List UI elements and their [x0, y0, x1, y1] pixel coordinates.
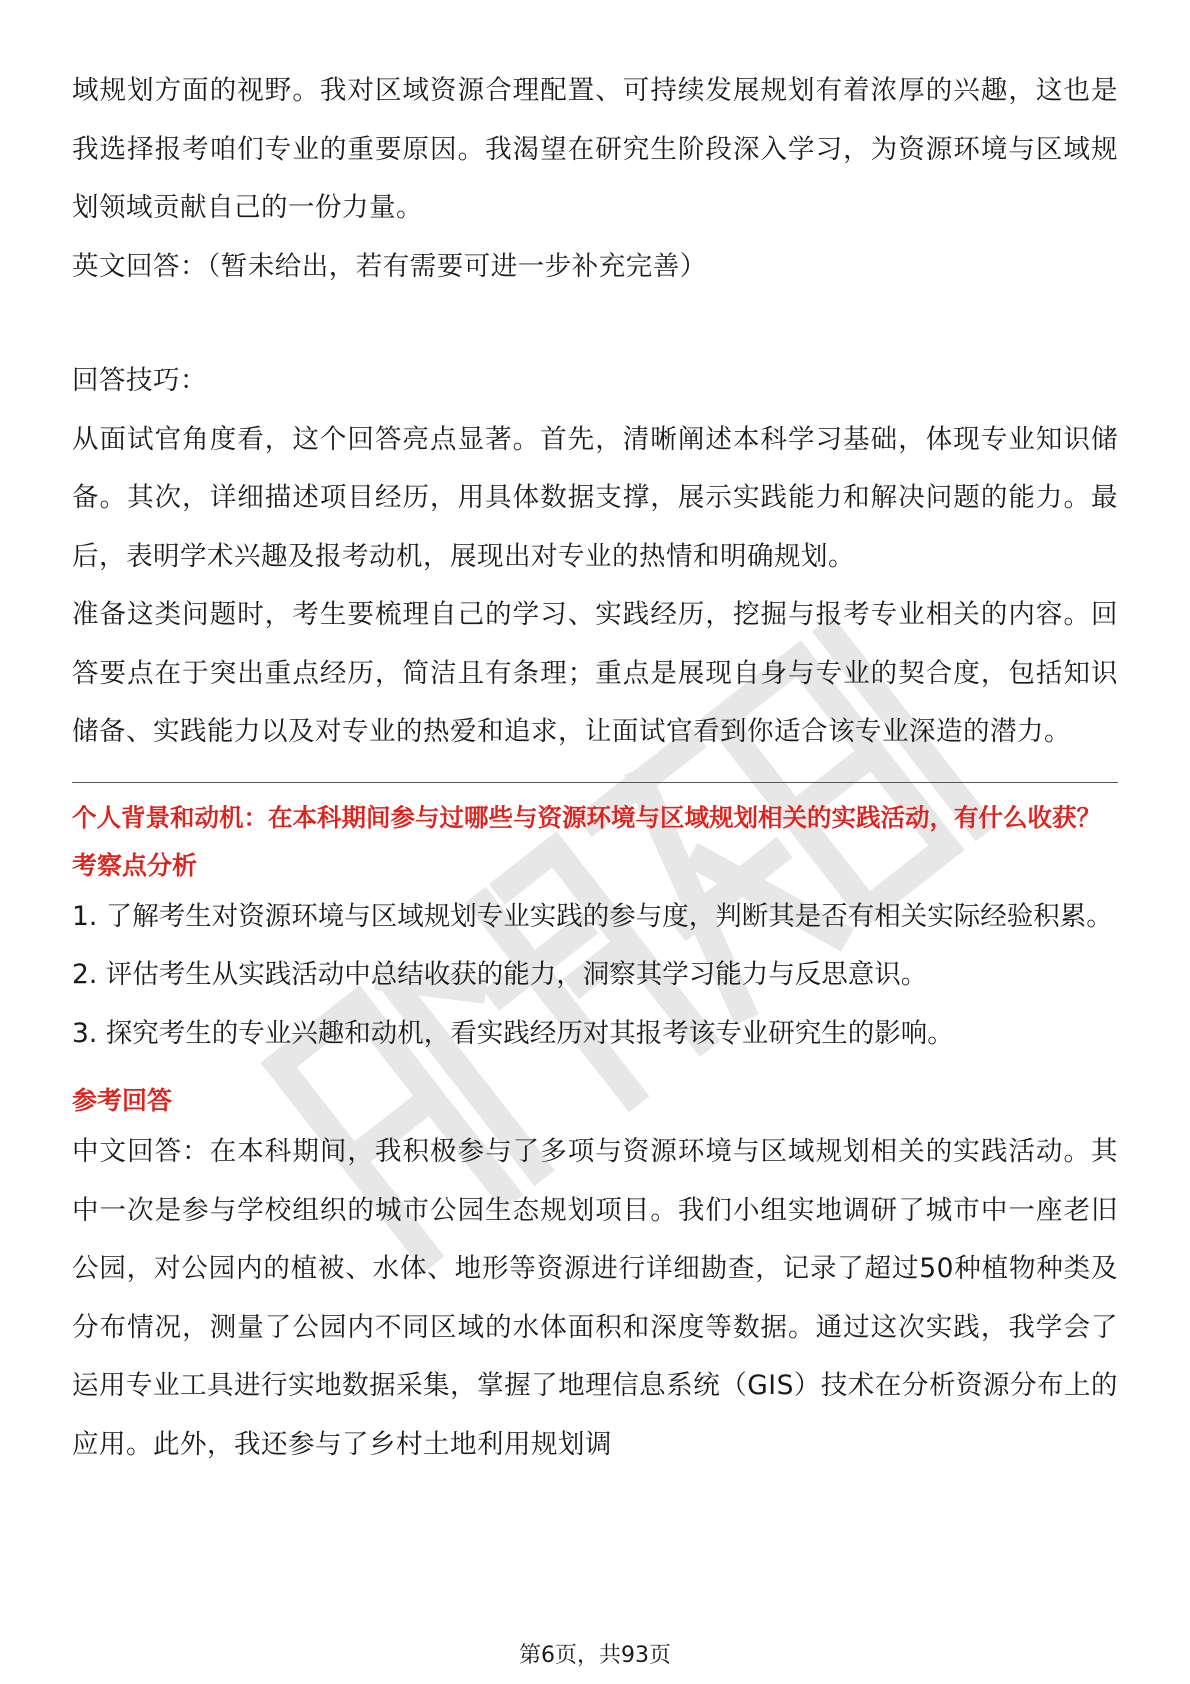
tips-paragraph-1: 从面试官角度看，这个回答亮点显著。首先，清晰阐述本科学习基础，体现专业知识储备。其次，详细描述项目经历，用具体数据支撑，展示实践能力和解决问题的能力。最后，表明学术兴趣及报考动机，展现出对专业的热情和明确规划。 — [72, 423, 1118, 572]
page-number: 第6页，共93页 — [519, 1643, 671, 1668]
page-body — [72, 62, 1118, 1474]
spacer — [72, 296, 1118, 352]
analysis-item-3: 3. 探究考生的专业兴趣和动机，看实践经历对其报考该专业研究生的影响。 — [72, 1017, 954, 1049]
tips-paragraph-2: 准备这类问题时，考生要梳理自己的学习、实践经历，挖掘与报考专业相关的内容。回答要点在于突出重点经历，简洁且有条理；重点是展现自身与专业的契合度，包括知识储备、实践能力以及对专业的热爱和追求，让面试官看到你适合该专业深造的潜力。 — [72, 599, 1118, 747]
analysis-item-2: 2. 评估考生从实践活动中总结收获的能力，洞察其学习能力与反思意识。 — [72, 959, 928, 990]
continued-paragraph: 域规划方面的视野。我对区域资源合理配置、可持续发展规划有着浓厚的兴趣，这也是我选择报考咱们专业的重要原因。我渴望在研究生阶段深入学习，为资源环境与区域规划领域贡献自己的一份力量。 — [72, 75, 1118, 223]
section-divider — [72, 782, 1118, 783]
reference-heading: 参考回答 — [72, 1086, 173, 1115]
analysis-heading: 考察点分析 — [72, 850, 198, 880]
english-answer-note: 英文回答：（暂未给出，若有需要可进一步补充完善） — [72, 250, 707, 282]
question-title: 个人背景和动机：在本科期间参与过哪些与资源环境与区域规划相关的实践活动，有什么收获？ — [72, 802, 1101, 832]
reference-answer: 中文回答：在本科期间，我积极参与了多项与资源环境与区域规划相关的实践活动。其中一次是参与学校组织的城市公园生态规划项目。我们小组实地调研了城市中一座老旧公园，对公园内的植被、水体、地形等资源进行详细勘查，记录了超过50种植物种类及分布情况，测量了公园内不同区域的水体面积和深度等数据。通过这次实践，我学会了运用专业工具进行实地数据采集，掌握了地理信息系统（GIS）技术在分析资源分布上的应用。此外，我还参与了乡村土地利用规划调 — [72, 1136, 1118, 1460]
tips-heading: 回答技巧： — [72, 365, 207, 396]
analysis-item-1: 1. 了解考生对资源环境与区域规划专业实践的参与度，判断其是否有相关实际经验积累。 — [72, 900, 1113, 932]
